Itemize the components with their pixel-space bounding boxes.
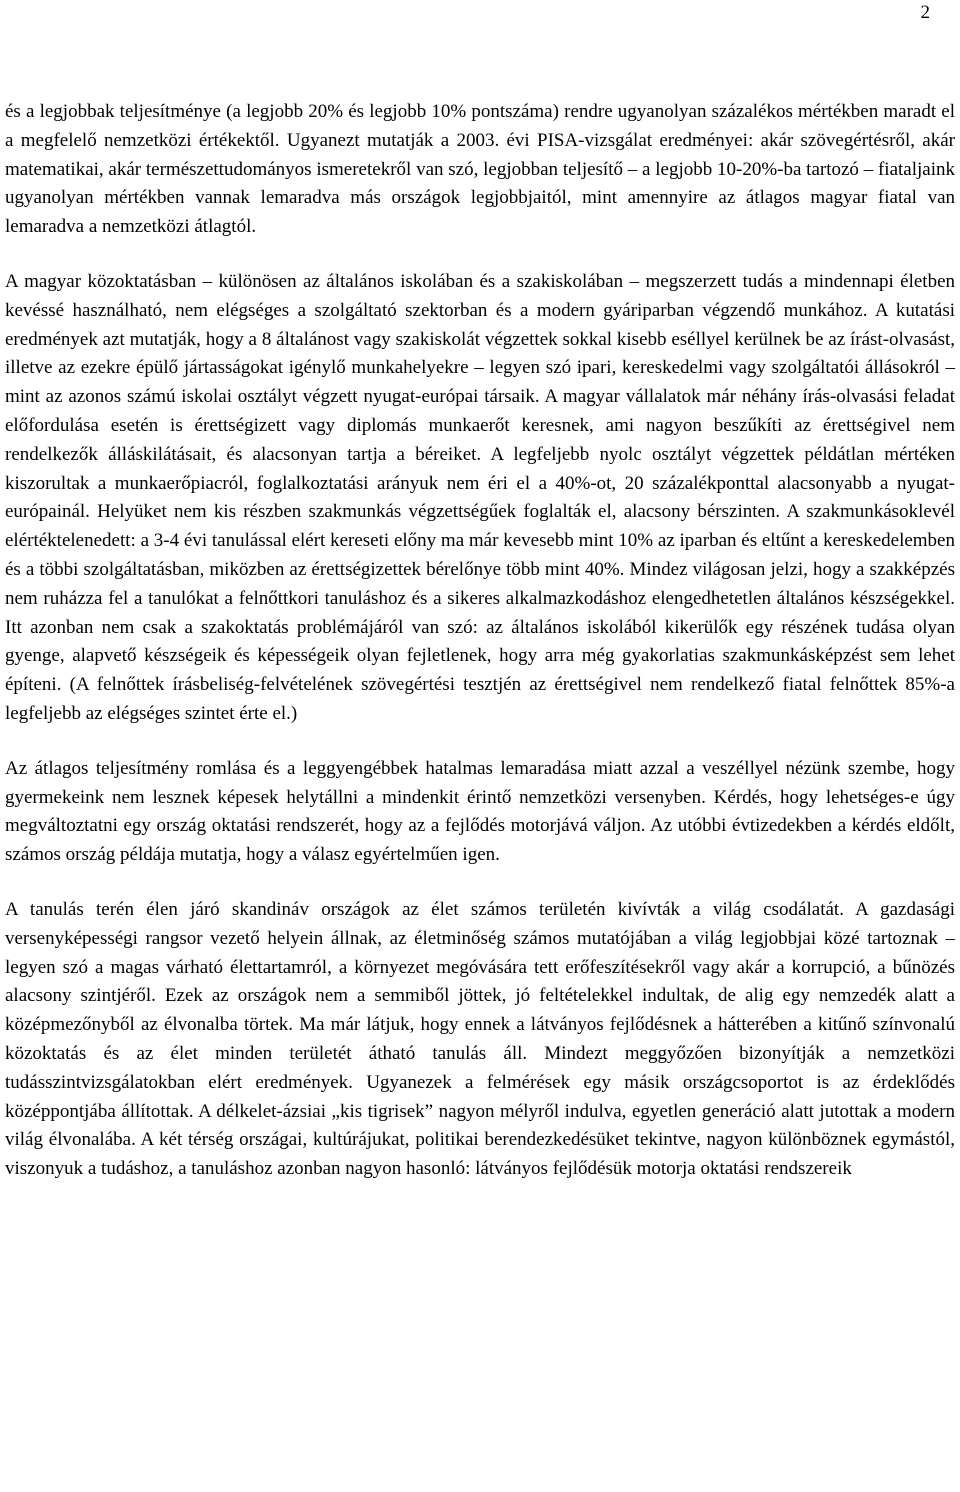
document-body <box>5 98 955 1184</box>
page-number: 2 <box>920 2 930 23</box>
paragraph-scandinavian-countries: A tanulás terén élen járó skandináv országok az élet számos területén kivívták a világ csodálatát. A gazdasági versenyképességi rangsor vezető helyein állnak, az életminőség számos mutatójában a világ legjobbjai közé tartoznak – legyen szó a magas várható élettartamról, a környezet megóvására tett erőfeszítésekről vagy akár a korrupció, a bűnözés alacsony szintjéről. Ezek az országok nem a semmiből jöttek, jó feltételekkel indultak, de alig egy nemzedék alatt a középmezőnyből az élvonalba törtek. Ma már látjuk, hogy ennek a látványos fejlődésnek a hátterében a kitűnő színvonalú közoktatás és az élet minden területét átható tanulás áll. Mindezt meggyőzően bizonyítják a nemzetközi tudásszintvizsgálatokban elért eredmények. Ugyanezek a felmérések egy másik országcsoportot is az érdeklődés középpontjába állítottak. A délkelet-ázsiai „kis tigrisek” nagyon mélyről indulva, egyetlen generáció alatt jutottak a modern világ élvonalába. A két térség országai, kultúrájukat, politikai berendezkedésüket tekintve, nagyon különböznek egymástól, viszonyuk a tudáshoz, a tanuláshoz azonban nagyon hasonló: látványos fejlődésük motorja oktatási rendszereik <box>5 898 955 1180</box>
paragraph-public-education: A magyar közoktatásban – különösen az általános iskolában és a szakiskolában – megszerzett tudás a mindennapi életben kevéssé használható, nem elégséges a szolgáltató szektorban és a modern gyáriparban végzendő munkához. A kutatási eredmények azt mutatják, hogy a 8 általánost vagy szakiskolát végzettek sokkal kisebb eséllyel kerülnek be az írást-olvasást, illetve az ezekre épülő jártasságokat igénylő munkahelyekre – legyen szó ipari, kereskedelmi vagy szolgáltatói állásokról – mint az azonos számú iskolai osztályt végzett nyugat-európai társaik. A magyar vállalatok már néhány írás-olvasási feladat előfordulása esetén is érettségizett vagy diplomás munkaerőt keresnek, ami nagyon beszűkíti az érettségivel nem rendelkezők álláskilátásait, és alacsonyan tartja a béreiket. A legfeljebb nyolc osztályt végzettek példátlan mértéken kiszorultak a munkaerőpiacról, foglalkoztatási arányuk nem éri el a 40%-ot, 20 százalékponttal alacsonyabb a nyugat-európainál. Helyüket nem kis részben szakmunkás végzettségűek foglalták el, alacsony bérszinten. A szakmunkásoklevél elértéktelenedett: a 3-4 évi tanulással elért kereseti előny ma már kevesebb mint 10% az iparban és eltűnt a kereskedelemben és a többi szolgáltatásban, miközben az érettségizettek bérelőnye több mint 40%. Mindez világosan jelzi, hogy a szakképzés nem ruházza fel a tanulókat a felnőttkori tanuláshoz és a sikeres alkalmazkodáshoz elengedhetetlen általános készségekkel. Itt azonban nem csak a szakoktatás problémájáról van szó: az általános iskolából kikerülők egy részének tudása olyan gyenge, alapvető készségeik és képességeik olyan fejletlenek, hogy arra még gyakorlatias szakmunkásképzést sem lehet építeni. (A felnőttek írásbeliség-felvételének szövegértési tesztjén az érettségivel nem rendelkező fiatal felnőttek 85%-a legfeljebb az elégséges szintet érte el.) <box>5 270 955 724</box>
paragraph-average-performance: Az átlagos teljesítmény romlása és a leggyengébbek hatalmas lemaradása miatt azzal a veszéllyel nézünk szembe, hogy gyermekeink nem lesznek képesek helytállni a mindenkit érintő nemzetközi versenyben. Kérdés, hogy lehetséges-e úgy megváltoztatni egy ország oktatási rendszerét, hogy az a fejlődés motorjává váljon. Az utóbbi évtizedekben a kérdés eldőlt, számos ország példája mutatja, hogy a válasz egyértelműen igen. <box>5 757 955 866</box>
paragraph-pisa-results: és a legjobbak teljesítménye (a legjobb 20% és legjobb 10% pontszáma) rendre ugyanolyan százalékos mértékben maradt el a megfelelő nemzetközi értékektől. Ugyanezt mutatják a 2003. évi PISA-vizsgálat eredményei: akár szövegértésről, akár matematikai, akár természettudományos ismeretekről van szó, legjobban teljesítő – a legjobb 10-20%-ba tartozó – fiataljaink ugyanolyan mértékben vannak lemaradva más országok legjobbjaitól, mint amennyire az átlagos magyar fiatal van lemaradva a nemzetközi átlagtól. <box>5 101 955 238</box>
